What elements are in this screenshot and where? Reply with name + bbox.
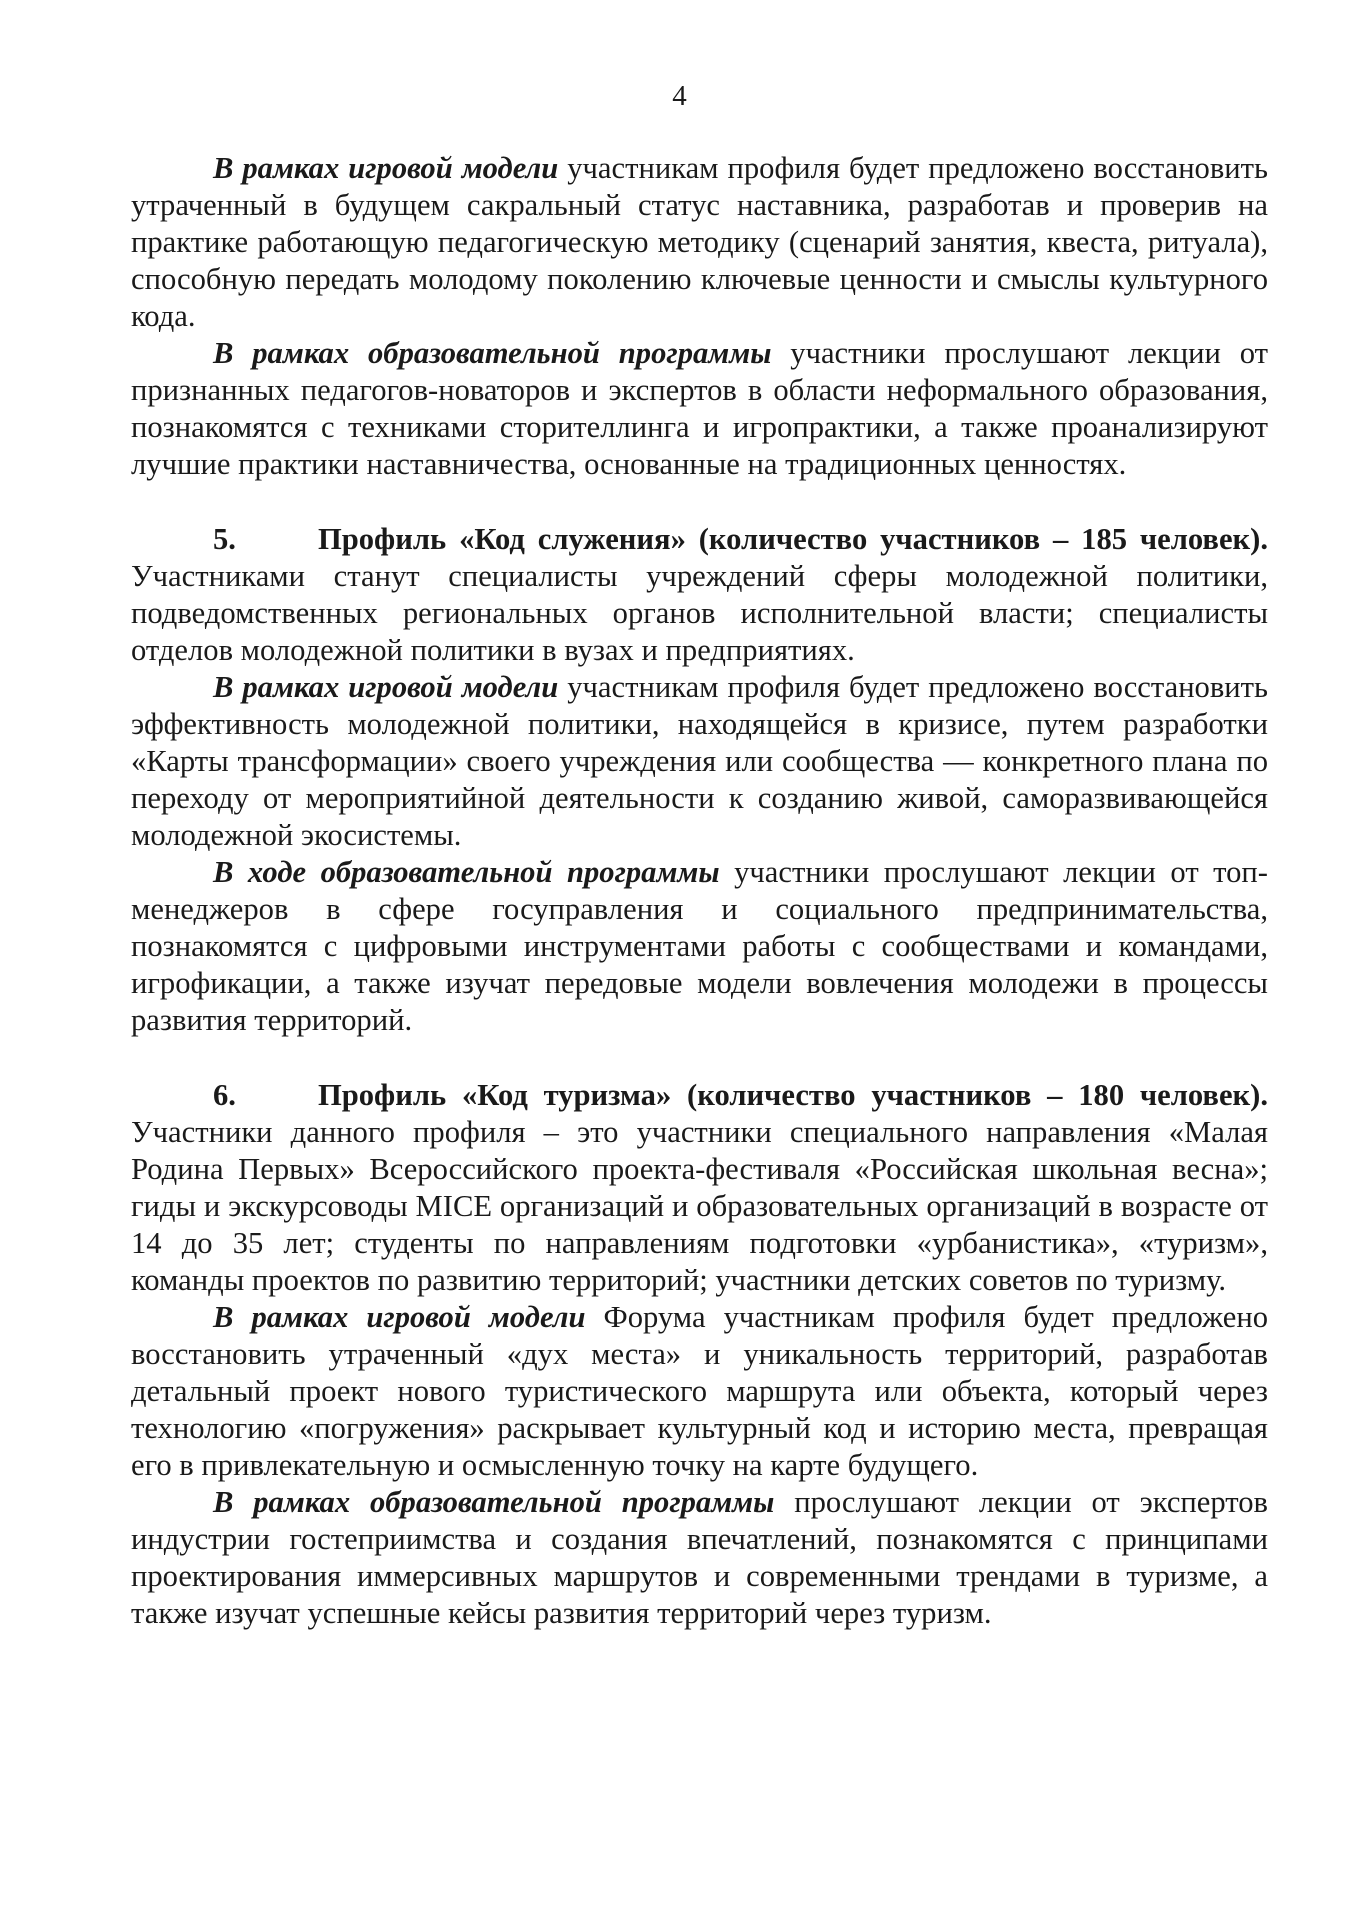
paragraph-text: Участниками станут специалисты учреждений сферы молодежной политики, подведомственных региональных органов исполнительной власти; специалисты отделов молодежной политики в вузах и предприятиях. (131, 559, 1268, 667)
paragraph-text: Форума участникам профиля будет предложено восстановить утраченный «дух места» и уникальность территорий, разработав детальный проект нового туристического маршрута или объекта, который через технологию «погружения» раскрывает культурный код и историю места, превращая его в привлекательную и осмысленную точку на карте будущего. (131, 1300, 1268, 1482)
paragraph-text: участникам профиля будет предложено восстановить эффективность молодежной политики, находящейся в кризисе, путем разработки «Карты трансформации» своего учреждения или сообщества — конкретного плана по переходу от мероприятийной деятельности к созданию живой, саморазвивающейся молодежной экосистемы. (131, 670, 1268, 852)
section-gap (131, 1039, 1268, 1077)
paragraph-game-model-mentor (131, 150, 1268, 335)
emphasis-lead: В рамках игровой модели (213, 151, 559, 185)
emphasis-lead: В рамках образовательной программы (213, 336, 772, 370)
section-heading-profile-6 (131, 1077, 1268, 1299)
paragraph-text: участники прослушают лекции от признанных педагогов-новаторов и экспертов в области неформального образования, познакомятся с техниками сторителлинга и игропрактики, а также проанализируют лучшие практики наставничества, основанные на традиционных ценностях. (131, 336, 1268, 481)
emphasis-lead: В рамках игровой модели (213, 1300, 586, 1334)
document-body (131, 150, 1268, 1632)
paragraph-game-model-service (131, 669, 1268, 854)
paragraph-education-program-mentor (131, 335, 1268, 483)
paragraph-text: участникам профиля будет предложено восстановить утраченный в будущем сакральный статус наставника, разработав и проверив на практике работающую педагогическую методику (сценарий занятия, квеста, ритуала), способную передать молодому поколению ключевые ценности и смыслы культурного кода. (131, 151, 1268, 333)
emphasis-lead: В ходе образовательной программы (213, 855, 720, 889)
paragraph-text: Участники данного профиля – это участники специального направления «Малая Родина Первых» Всероссийского проекта-фестиваля «Российская школьная весна»; гиды и экскурсоводы MICE организаций и образовательных организаций в возрасте от 14 до 35 лет; студенты по направлениям подготовки «урбанистика», «туризм», команды проектов по развитию территорий; участники детских советов по туризму. (131, 1115, 1268, 1297)
emphasis-lead: В рамках образовательной программы (213, 1485, 775, 1519)
paragraph-text: прослушают лекции от экспертов индустрии гостеприимства и создания впечатлений, познакомятся с принципами проектирования иммерсивных маршрутов и современными трендами в туризме, а также изучат успешные кейсы развития территорий через туризм. (131, 1485, 1268, 1630)
paragraph-game-model-tourism (131, 1299, 1268, 1484)
paragraph-education-program-service (131, 854, 1268, 1039)
section-number: 5. (213, 522, 236, 556)
section-heading: Профиль «Код служения» (количество участников – 185 человек). (317, 522, 1268, 556)
paragraph-text: участники прослушают лекции от топ-менеджеров в сфере госуправления и социального предпринимательства, познакомятся с цифровыми инструментами работы с сообществами и командами, игрофикации, а также изучат передовые модели вовлечения молодежи в процессы развития территорий. (131, 855, 1268, 1037)
emphasis-lead: В рамках игровой модели (213, 670, 559, 704)
section-number: 6. (213, 1078, 236, 1112)
paragraph-education-program-tourism (131, 1484, 1268, 1632)
section-heading-profile-5 (131, 521, 1268, 669)
page-number: 4 (672, 80, 687, 112)
section-gap (131, 483, 1268, 521)
section-heading: Профиль «Код туризма» (количество участников – 180 человек). (317, 1078, 1268, 1112)
